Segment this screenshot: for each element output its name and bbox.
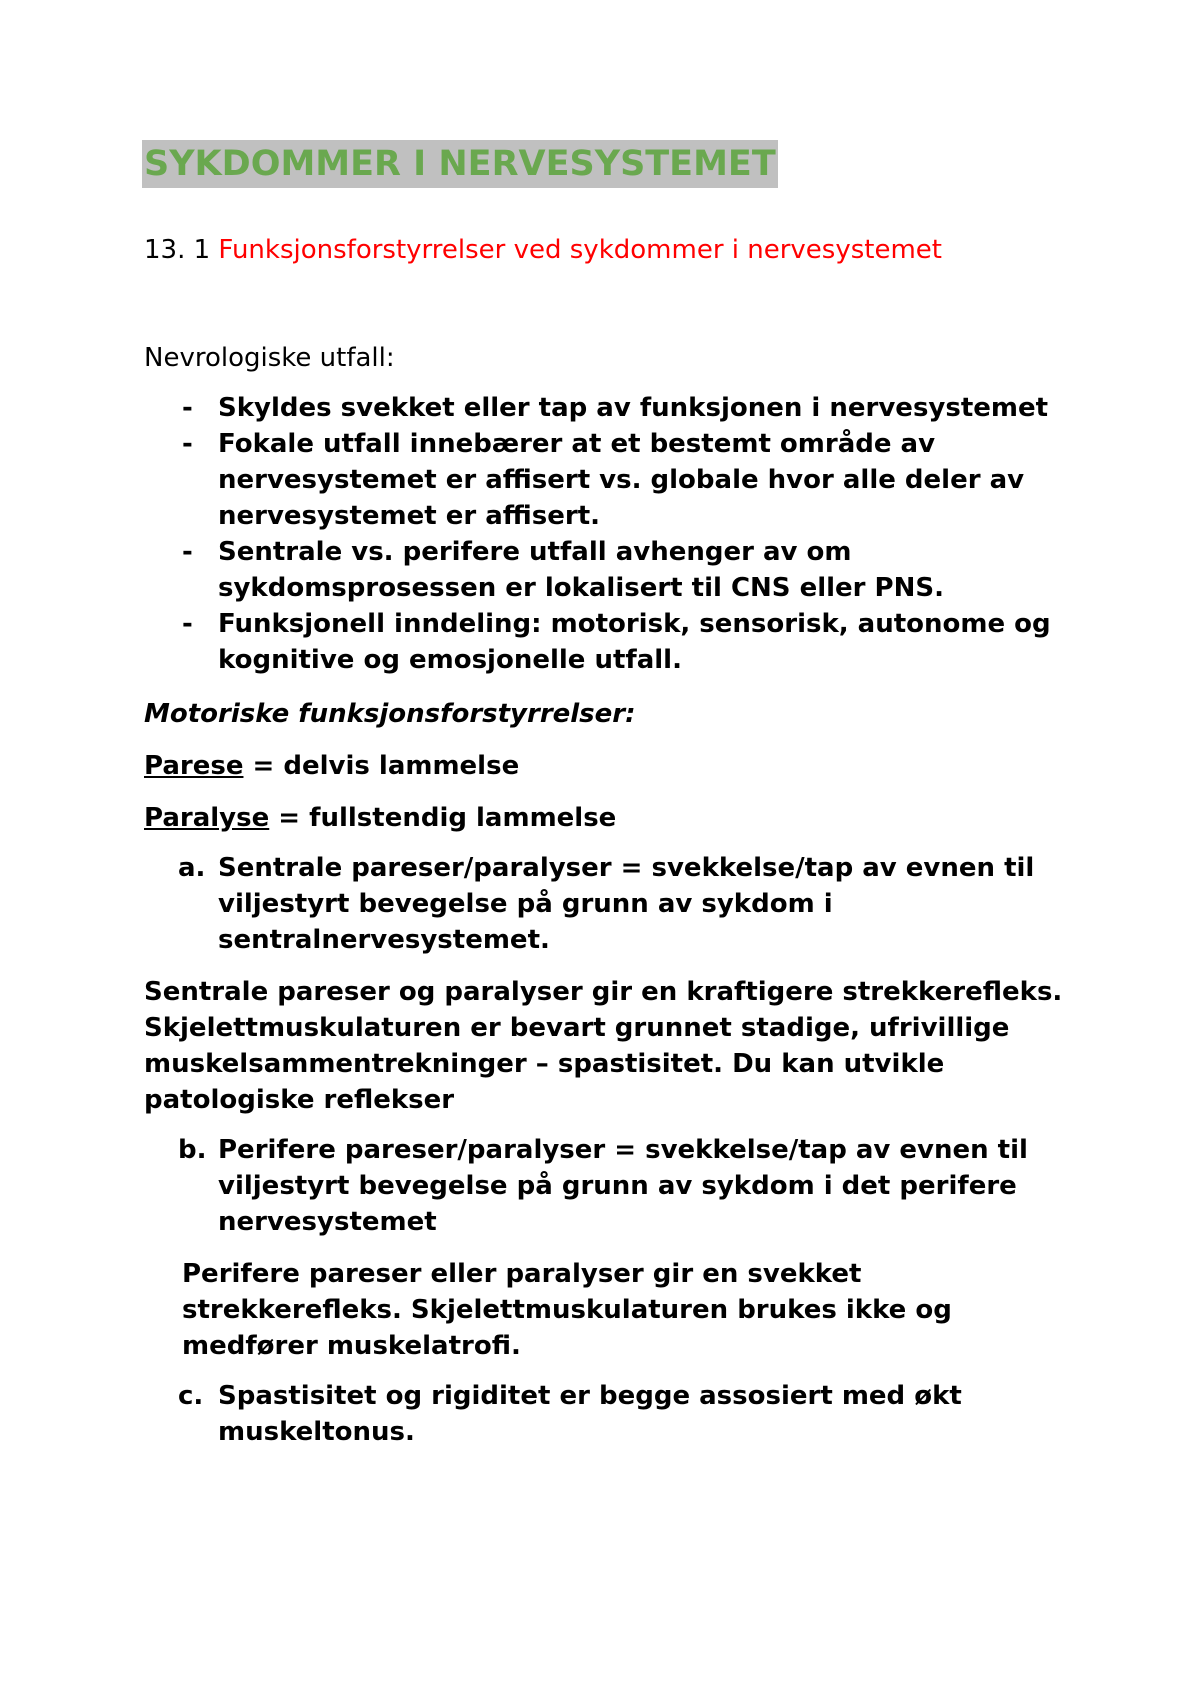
paragraph-sentral: Sentrale pareser og paralyser gir en kraftigere strekkerefleks. Skjelettmuskulaturen er bevart grunnet stadige, ufrivillige muskelsammentrekninger – spastisitet. Du kan utvikle patologiske reflekser [144, 977, 1063, 1115]
list-item-text: Perifere pareser/paralyser = svekkelse/tap av evnen til viljestyrt bevegelse på grunn av sykdom i det perifere nervesystemet [218, 1135, 1028, 1237]
intro-label: Nevrologiske utfall: [144, 343, 395, 373]
paralyse-term: Paralyse [144, 803, 270, 833]
dash-marker: - [182, 609, 193, 639]
list-item [144, 1378, 1064, 1450]
list-item [144, 850, 1064, 958]
list-item-text: Spastisitet og rigiditet er begge assosiert med økt muskeltonus. [218, 1381, 962, 1447]
list-item-text: Funksjonell inndeling: motorisk, sensorisk, autonome og kognitive og emosjonelle utfall. [218, 609, 1051, 675]
list-item [144, 1132, 1064, 1240]
paralyse-def: = fullstendig lammelse [269, 803, 617, 833]
list-item [144, 606, 1064, 678]
list-item [144, 534, 1064, 606]
section-title: Funksjonsforstyrrelser ved sykdommer i nervesystemet [218, 235, 942, 265]
section-heading [144, 232, 1064, 268]
list-item-text: Skyldes svekket eller tap av funksjonen i nervesystemet [218, 393, 1049, 423]
parese-term: Parese [144, 751, 244, 781]
parese-def: = delvis lammelse [243, 751, 520, 781]
document-title: SYKDOMMER I NERVESYSTEMET [142, 140, 778, 188]
alpha-list-c [144, 1378, 1064, 1450]
title-row [144, 140, 1064, 188]
dash-marker: - [182, 537, 193, 567]
paragraph-perifer: Perifere pareser eller paralyser gir en svekket strekkerefleks. Skjelettmuskulaturen brukes ikke og medfører muskelatrofi. [182, 1259, 952, 1361]
parese-definition [144, 748, 1064, 784]
list-item [144, 390, 1064, 426]
alpha-marker: b. [178, 1135, 207, 1165]
alpha-marker: a. [178, 853, 206, 883]
alpha-list-b [144, 1132, 1064, 1240]
motor-heading: Motoriske funksjonsforstyrrelser: [144, 699, 636, 729]
dash-list [144, 390, 1064, 678]
alpha-marker: c. [178, 1381, 204, 1411]
list-item-text: Sentrale pareser/paralyser = svekkelse/tap av evnen til viljestyrt bevegelse på grunn av sykdom i sentralnervesystemet. [218, 853, 1035, 955]
dash-marker: - [182, 393, 193, 423]
list-item [144, 426, 1064, 534]
dash-marker: - [182, 429, 193, 459]
section-number: 13. 1 [144, 235, 211, 265]
alpha-list-a [144, 850, 1064, 958]
list-item-text: Sentrale vs. perifere utfall avhenger av om sykdomsprosessen er lokalisert til CNS eller PNS. [218, 537, 944, 603]
list-item-text: Fokale utfall innebærer at et bestemt område av nervesystemet er affisert vs. globale hvor alle deler av nervesystemet er affisert. [218, 429, 1025, 531]
document-page [144, 140, 1064, 1450]
paralyse-definition [144, 800, 1064, 836]
